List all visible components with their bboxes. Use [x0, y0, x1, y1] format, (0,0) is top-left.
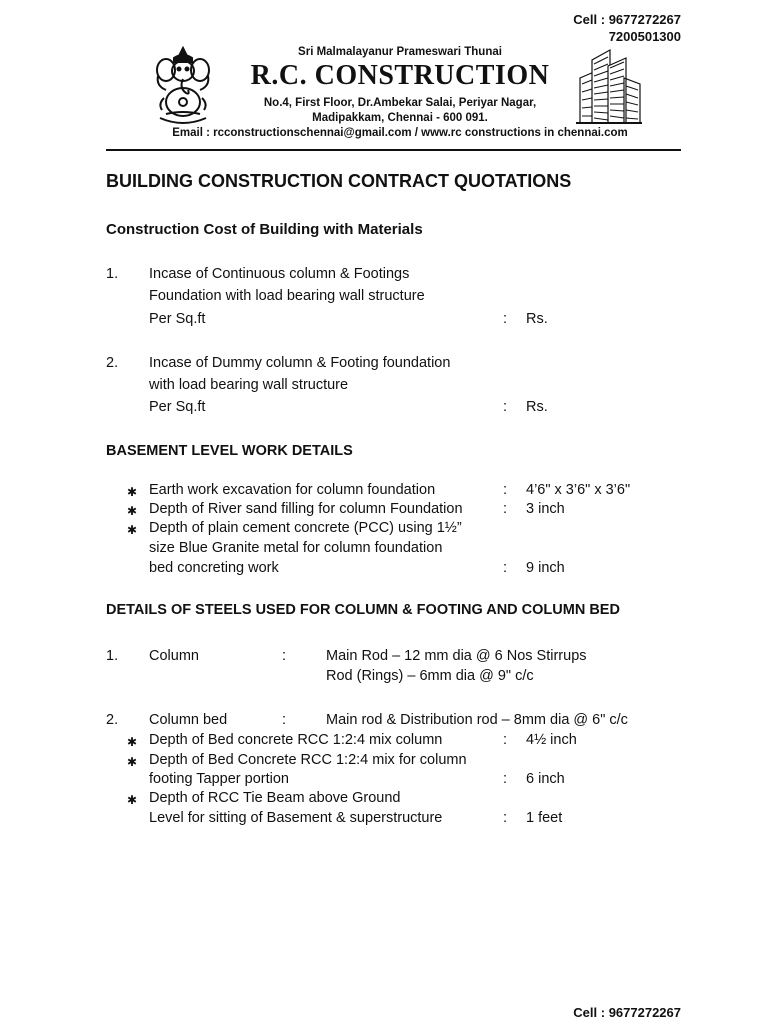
cost-item-1-line-1: Incase of Continuous column & Footings — [149, 266, 410, 282]
steel-column-bed-number: 2. — [106, 712, 119, 728]
basement-item-1-value: 4’6" x 3’6" x 3’6" — [526, 482, 631, 498]
header-divider — [106, 149, 681, 151]
header-cell-secondary: 7200501300 — [608, 29, 681, 44]
steel-column-bed-label: Column bed — [149, 712, 228, 728]
deity-logo-icon — [152, 46, 214, 126]
cost-item-2-line-3: Per Sq.ft — [149, 399, 206, 415]
steel-item-2-value: 6 inch — [526, 771, 565, 787]
steel-column-line-2: Rod (Rings) – 6mm dia @ 9" c/c — [326, 668, 534, 684]
steel-item-3-line-2: Level for sitting of Basement & superstructure — [149, 810, 443, 826]
building-logo-icon — [574, 48, 644, 124]
address-line-2: Madipakkam, Chennai - 600 091. — [312, 112, 488, 124]
steel-item-3-colon: : — [503, 810, 508, 826]
footer-cell-number: Cell : 9677272267 — [573, 1005, 681, 1020]
steel-item-1-value: 4½ inch — [526, 732, 577, 748]
cost-section-heading: Construction Cost of Building with Materials — [106, 221, 423, 238]
basement-item-3-line-3: bed concreting work — [149, 560, 279, 576]
steel-item-2-line-2: footing Tapper portion — [149, 771, 290, 787]
steel-column-number: 1. — [106, 648, 119, 664]
email-line: Email : rcconstructionschennai@gmail.com / www.rc constructions in chennai.com — [172, 127, 628, 139]
steel-column-bed-line-1: Main rod & Distribution rod – 8mm dia @ 6" c/c — [326, 712, 628, 728]
header-cell-primary: Cell : 9677272267 — [573, 12, 681, 27]
cost-item-1-line-2: Foundation with load bearing wall structure — [149, 288, 425, 304]
steel-column-bed-colon: : — [282, 712, 287, 728]
cost-item-1-number: 1. — [106, 266, 119, 282]
basement-item-3-value: 9 inch — [526, 560, 565, 576]
basement-item-2-value: 3 inch — [526, 501, 565, 517]
steel-item-1-colon: : — [503, 732, 508, 748]
header-cell-numbers — [573, 11, 681, 45]
basement-item-1-colon: : — [503, 482, 508, 498]
asterisk-icon: ✱ — [127, 735, 138, 749]
cost-item-1-colon: : — [503, 311, 508, 327]
steel-item-3-value: 1 feet — [526, 810, 563, 826]
basement-item-3-colon: : — [503, 560, 508, 576]
steel-item-2-colon: : — [503, 771, 508, 787]
cost-item-2-line-2: with load bearing wall structure — [149, 377, 349, 393]
steel-column-line-1: Main Rod – 12 mm dia @ 6 Nos Stirrups — [326, 648, 587, 664]
sub-organization: Sri Malmalayanur Prameswari Thunai — [298, 46, 502, 58]
basement-item-2-line-1: Depth of River sand filling for column Foundation — [149, 501, 463, 517]
cost-item-2-colon: : — [503, 399, 508, 415]
basement-heading: BASEMENT LEVEL WORK DETAILS — [106, 443, 353, 459]
asterisk-icon: ✱ — [127, 485, 138, 499]
steel-item-1-line-1: Depth of Bed concrete RCC 1:2:4 mix column — [149, 732, 443, 748]
basement-item-2-colon: : — [503, 501, 508, 517]
asterisk-icon: ✱ — [127, 504, 138, 518]
asterisk-icon: ✱ — [127, 523, 138, 537]
steel-item-3-line-1: Depth of RCC Tie Beam above Ground — [149, 790, 401, 806]
basement-item-3-line-1: Depth of plain cement concrete (PCC) using 1½” — [149, 520, 462, 536]
steels-heading: DETAILS OF STEELS USED FOR COLUMN & FOOTING AND COLUMN BED — [106, 602, 620, 618]
asterisk-icon: ✱ — [127, 793, 138, 807]
page-title: BUILDING CONSTRUCTION CONTRACT QUOTATIONS — [106, 171, 572, 191]
basement-item-3-line-2: size Blue Granite metal for column foundation — [149, 540, 443, 556]
cost-item-2-value: Rs. — [526, 399, 548, 415]
cost-item-1-line-3: Per Sq.ft — [149, 311, 206, 327]
address-line-1: No.4, First Floor, Dr.Ambekar Salai, Periyar Nagar, — [263, 97, 537, 109]
cost-item-2-line-1: Incase of Dummy column & Footing foundation — [149, 355, 451, 371]
asterisk-icon: ✱ — [127, 755, 138, 769]
steel-item-2-line-1: Depth of Bed Concrete RCC 1:2:4 mix for column — [149, 752, 467, 768]
steel-column-colon: : — [282, 648, 287, 664]
cost-item-1-value: Rs. — [526, 311, 548, 327]
basement-item-1-line-1: Earth work excavation for column foundation — [149, 482, 436, 498]
cost-item-2-number: 2. — [106, 355, 119, 371]
steel-column-label: Column — [149, 648, 199, 664]
company-name: R.C. CONSTRUCTION — [250, 60, 550, 91]
